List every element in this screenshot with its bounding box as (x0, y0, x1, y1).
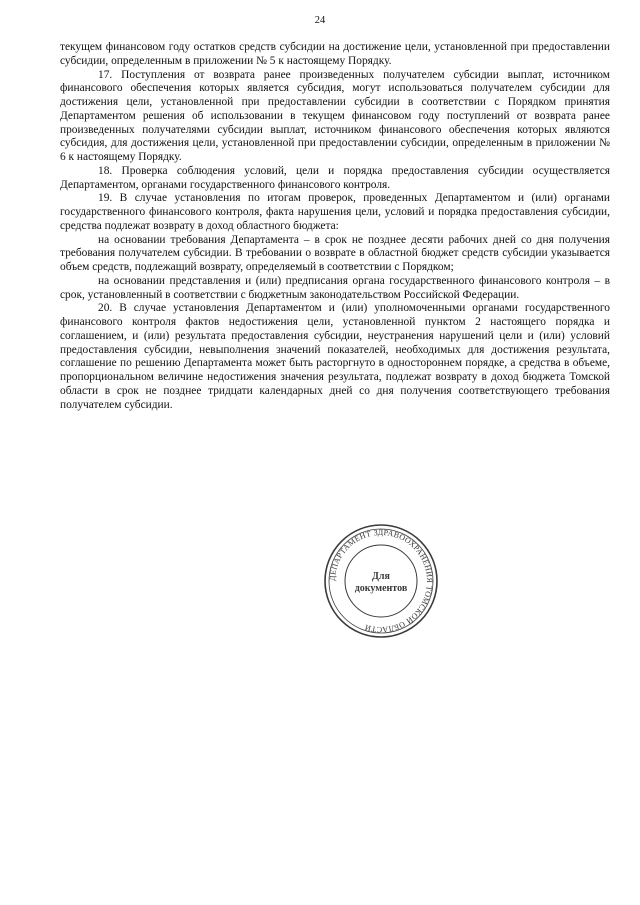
paragraph-19: 19. В случае установления по итогам проверок, проведенных Департаментом и (или) органами государственного финансового контроля, факта нарушения цели, условий и порядка предоставления субсидии, средства подлежат возврату в доход областного бюджета: (60, 192, 610, 232)
paragraph-19-item-2: на основании представления и (или) предписания органа государственного финансового контроля – в срок, установленный в соответствии с бюджетным законодательством Российской Федерации. (60, 274, 610, 301)
stamp-center-line2: документов (354, 583, 408, 594)
stamp-outer-text-path: ДЕПАРТАМЕНТ ЗДРАВООХРАНЕНИЯ ТОМСКОЙ ОБЛАСТИ (327, 527, 435, 635)
page-number: 24 (314, 15, 326, 26)
paragraph-20: 20. В случае установления Департаментом и (или) уполномоченными органами государственного финансового контроля фактов недостижения цели, установленной пунктом 2 настоящего порядка и соглашением, и (или) результата предоставления субсидии, неустранения нарушений цели и (или) условий предоставления субсидии, невыполнения значений показателей, необходимых для достижения результата, соглашение по решению Департамента может быть расторгнуто в одностороннем порядке, а средства в объеме, пропорциональном величине недостижения значения результата, подлежат возврату в доход бюджета Томской области в срок не позднее тридцати календарных дней со дня получения соответствующего требования получателем субсидии. (60, 302, 610, 411)
document-stamp (321, 521, 441, 641)
paragraph-17: 17. Поступления от возврата ранее произведенных получателем субсидии выплат, источником финансового обеспечения которых является субсидия, могут использоваться получателем субсидии для достижения цели, установленной при предоставлении субсидии в соответствии с Порядком принятия Департаментом решения об использовании в текущем финансовом году поступлений от возврата ранее произведенных получателями субсидии выплат, источником финансового обеспечения которых являются субсидия, для достижения цели, установленной при предоставлении субсидии, определенным в приложении № 6 к настоящему Порядку. (60, 68, 610, 163)
paragraph-18: 18. Проверка соблюдения условий, цели и порядка предоставления субсидии осуществляется Департаментом, органами государственного финансового контроля. (60, 164, 610, 191)
document-body (60, 41, 610, 412)
paragraph-continuation: текущем финансовом году остатков средств субсидии на достижение цели, установленной при предоставлении субсидии, определенным в приложении № 5 к настоящему Порядку. (60, 41, 610, 67)
paragraph-19-item-1: на основании требования Департамента – в срок не позднее десяти рабочих дней со дня получения требования получателем субсидии. В требовании о возврате в областной бюджет средств субсидии указывается объем средств, подлежащий возврату, определяемый в соответствии с Порядком; (60, 233, 610, 273)
stamp-center-line1: Для (372, 571, 390, 582)
